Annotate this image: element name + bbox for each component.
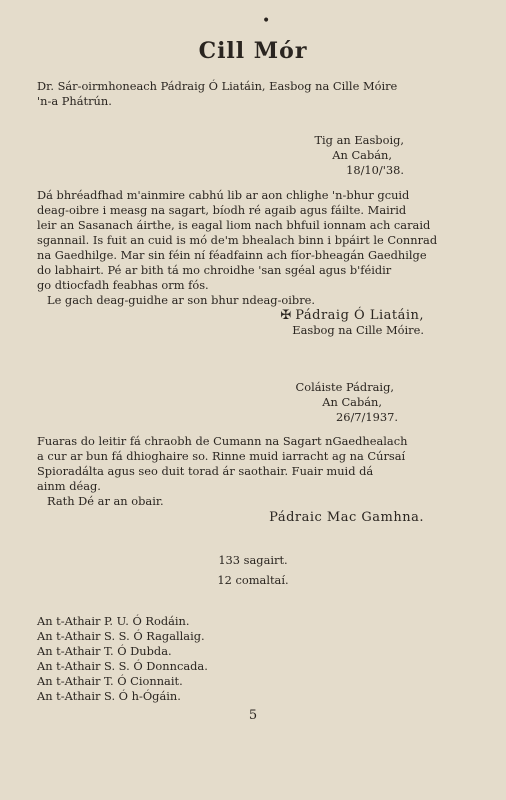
closing-line: Rath Dé ar an obair.	[47, 494, 164, 508]
list-item: An t-Athair P. U. Ó Rodáin.	[37, 614, 190, 628]
body-line: leir an Sasanach áirthe, is eagal liom nach bhfuil ionnam ach caraid	[37, 218, 431, 232]
body-line: sgannail. Is fuit an cuid is mó de'm bhealach binn i bpáirt le Connrad	[37, 233, 438, 247]
address-line: Tig an Easboig,	[314, 133, 404, 147]
letter2-body	[37, 434, 422, 509]
address-line: Coláiste Pádraig,	[295, 380, 394, 394]
intro-line: 'n-a Phátrún.	[37, 94, 112, 108]
priest-count: 133 sagairt.	[218, 553, 288, 567]
address-line: 26/7/1937.	[335, 410, 398, 424]
intro-paragraph	[37, 79, 422, 109]
address-line: An Cabán,	[322, 395, 382, 409]
body-line: a cur ar bun fá dhioghaire so. Rinne muid iarracht ag na Cúrsaí	[37, 449, 406, 463]
body-line: deag-oibre i measg na sagart, bíodh ré agaib agus fáilte. Mairid	[37, 203, 407, 217]
list-item: An t-Athair S. S. Ó Donncada.	[37, 659, 208, 673]
page-number: 5	[248, 708, 258, 723]
address-line: 18/10/'38.	[346, 163, 404, 177]
list-item: An t-Athair S. S. Ó Ragallaig.	[37, 629, 205, 643]
counts-block	[0, 550, 506, 590]
page-title: Cill Mór	[198, 38, 308, 64]
top-mark: •	[262, 13, 271, 29]
body-line: Fuaras do leitir fá chraobh de Cumann na Sagart nGaedhealach	[37, 434, 408, 448]
intro-line: Dr. Sár-oirmhoneach Pádraig Ó Liatáin, Easbog na Cille Móire	[37, 79, 398, 93]
signature-name: Pádraig Ó Liatáin,	[295, 308, 424, 323]
address-line: An Cabán,	[332, 148, 392, 162]
list-item: An t-Athair T. Ó Cionnait.	[37, 674, 183, 688]
letter2-address	[295, 380, 398, 425]
signature-title: Easbog na Cille Móire.	[292, 323, 424, 337]
letter1-signature	[280, 308, 424, 338]
body-line: ainm déag.	[37, 479, 101, 493]
cross-icon: ✠	[280, 308, 292, 323]
body-line: na Gaedhilge. Mar sin féin ní féadfainn ach fíor-bheagán Gaedhilge	[37, 248, 427, 262]
body-line: Spioradálta agus seo duit torad ár saothair. Fuair muid dá	[37, 464, 374, 478]
body-line: do labhairt. Pé ar bith tá mo chroidhe 'san sgéal agus b'féidir	[37, 263, 392, 277]
list-item: An t-Athair S. Ó h-Ógáin.	[37, 689, 181, 703]
member-count: 12 comaltaí.	[217, 573, 289, 587]
list-item: An t-Athair T. Ó Dubda.	[37, 644, 172, 658]
closing-line: Le gach deag-guidhe ar son bhur ndeag-oibre.	[47, 293, 316, 307]
body-line: Dá bhréadfhad m'ainmire cabhú lib ar aon chlighe 'n-bhur gcuid	[37, 188, 410, 202]
body-line: go dtiocfadh feabhas orm fós.	[37, 278, 209, 292]
member-list	[37, 614, 208, 704]
letter2-signature: Pádraic Mac Gamhna.	[269, 510, 424, 525]
letter1-address	[314, 133, 404, 178]
letter1-body	[37, 188, 438, 308]
